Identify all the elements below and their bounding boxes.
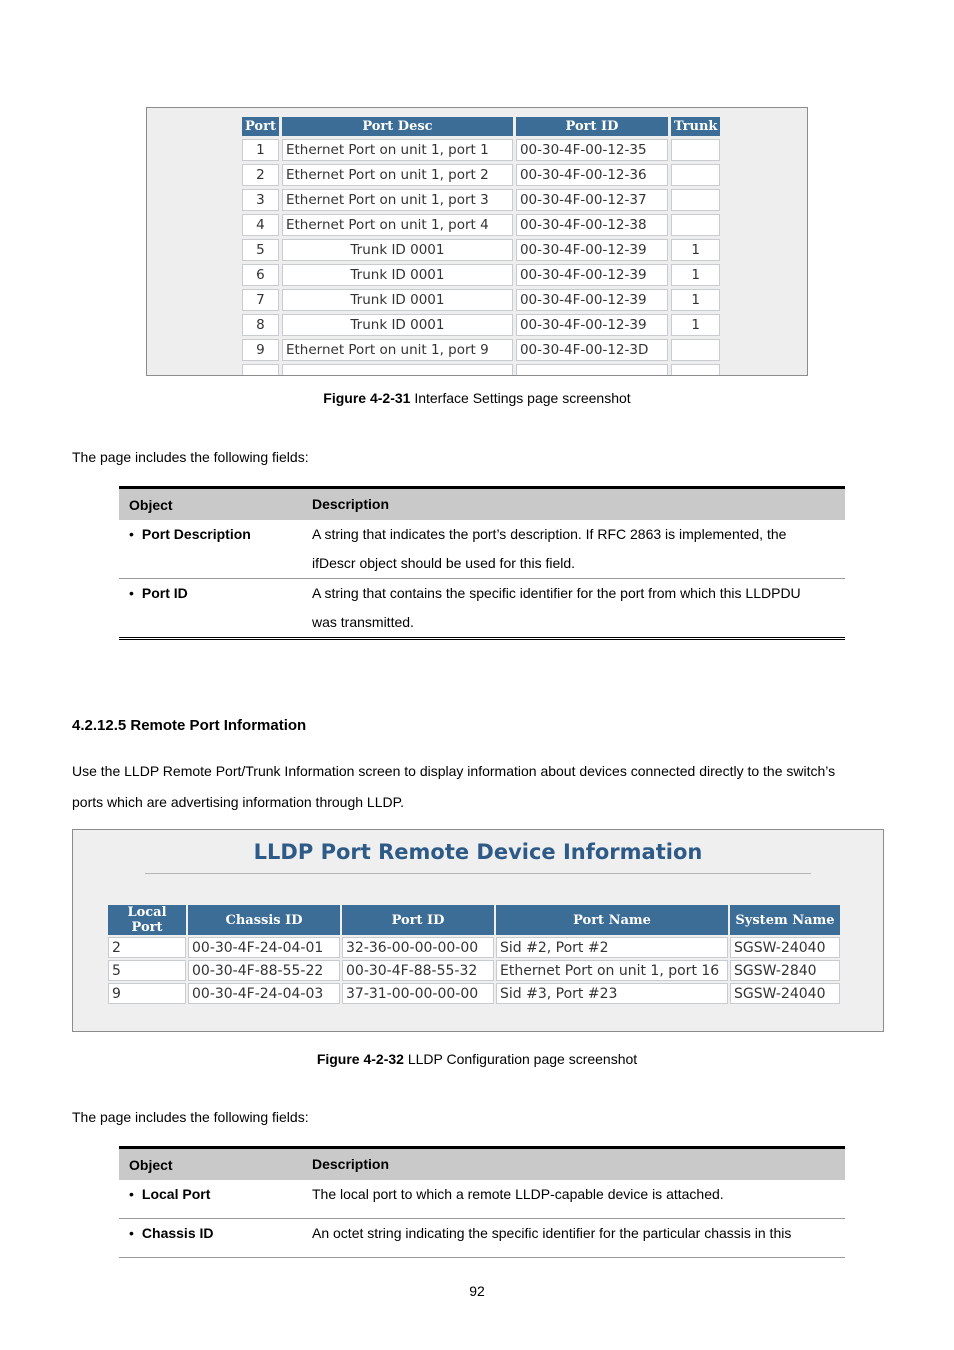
- cell-empty: [282, 364, 513, 376]
- table-row: [242, 189, 720, 211]
- cell-port-desc: Ethernet Port on unit 1, port 3: [282, 189, 513, 211]
- cell-port-desc: Trunk ID 0001: [282, 264, 513, 286]
- cell-trunk: 1: [671, 264, 721, 286]
- table-row: [119, 520, 845, 579]
- table-header: [119, 1146, 845, 1180]
- cell-port-id: 00-30-4F-00-12-3D: [516, 339, 668, 361]
- interface-settings-screenshot: [146, 107, 808, 376]
- cell-port-id: 00-30-4F-00-12-35: [516, 139, 668, 161]
- screenshot-title: LLDP Port Remote Device Information: [253, 840, 703, 864]
- cell-system-name: SGSW-24040: [730, 983, 840, 1004]
- cell-local-port: 9: [108, 983, 186, 1004]
- object-cell: [119, 1180, 312, 1218]
- column-header-chassis-id: Chassis ID: [188, 905, 340, 935]
- remote-device-table: [106, 903, 842, 1006]
- paragraph-line: ports which are advertising information through LLDP.: [72, 794, 405, 810]
- column-header-trunk: Trunk: [671, 117, 721, 136]
- cell-trunk: [671, 139, 721, 161]
- table-row: [119, 579, 845, 640]
- cell-system-name: SGSW-2840: [730, 960, 840, 981]
- cell-empty: [671, 364, 721, 376]
- table-row: [108, 983, 840, 1004]
- object-name: Chassis ID: [141, 1225, 214, 1241]
- lldp-remote-device-screenshot: [72, 829, 884, 1032]
- table-row: [242, 289, 720, 311]
- description-cell: [312, 579, 845, 637]
- cell-empty: [242, 364, 279, 376]
- paragraph-line: Use the LLDP Remote Port/Trunk Information screen to display information about devices connected directly to the switch’s: [72, 763, 836, 779]
- cell-port-id: 00-30-4F-00-12-37: [516, 189, 668, 211]
- cell-port-desc: Ethernet Port on unit 1, port 9: [282, 339, 513, 361]
- cell-chassis-id: 00-30-4F-24-04-03: [188, 983, 340, 1004]
- cell-trunk: 1: [671, 239, 721, 261]
- cell-trunk: 1: [671, 289, 721, 311]
- column-header-local-port: Local Port: [108, 905, 186, 935]
- description-line: An octet string indicating the specific identifier for the particular chassis in this: [312, 1225, 792, 1241]
- cell-port-id: 37-31-00-00-00-00: [342, 983, 494, 1004]
- cell-port-desc: Trunk ID 0001: [282, 239, 513, 261]
- table-header: [119, 486, 845, 520]
- description-line: A string that indicates the port’s description. If RFC 2863 is implemented, the: [312, 526, 787, 542]
- cell-empty: [516, 364, 668, 376]
- object-name: Port Description: [141, 526, 251, 542]
- cell-port-desc: Ethernet Port on unit 1, port 1: [282, 139, 513, 161]
- cell-port-name: Ethernet Port on unit 1, port 16: [496, 960, 728, 981]
- cell-chassis-id: 00-30-4F-88-55-22: [188, 960, 340, 981]
- cell-system-name: SGSW-24040: [730, 937, 840, 958]
- header-description: Description: [312, 496, 390, 512]
- figure-caption-1: [0, 390, 954, 406]
- page-number: 92: [469, 1283, 485, 1299]
- cell-port-desc: Ethernet Port on unit 1, port 2: [282, 164, 513, 186]
- object-name: Local Port: [141, 1186, 211, 1202]
- table-row: [108, 960, 840, 981]
- cell-port-id: 00-30-4F-00-12-39: [516, 289, 668, 311]
- port-table-header: [242, 117, 720, 136]
- table-row: [119, 1219, 845, 1258]
- table-row: [119, 1180, 845, 1219]
- bullet-icon: [129, 585, 142, 601]
- cell-local-port: 5: [108, 960, 186, 981]
- column-header-port-id: Port ID: [342, 905, 494, 935]
- cell-port-name: Sid #2, Port #2: [496, 937, 728, 958]
- table-row: [242, 139, 720, 161]
- cell-port: 1: [242, 139, 279, 161]
- description-line: was transmitted.: [312, 614, 414, 630]
- description-line: The local port to which a remote LLDP-capable device is attached.: [312, 1186, 724, 1202]
- remote-table-header: [108, 905, 840, 935]
- cell-port-desc: Ethernet Port on unit 1, port 4: [282, 214, 513, 236]
- section-heading: 4.2.12.5 Remote Port Information: [72, 717, 307, 734]
- cell-port-id: 00-30-4F-00-12-36: [516, 164, 668, 186]
- cell-port: 3: [242, 189, 279, 211]
- table-row: [242, 214, 720, 236]
- table-row-cut: [242, 364, 720, 376]
- cell-port: 2: [242, 164, 279, 186]
- cell-port-id: 00-30-4F-00-12-39: [516, 314, 668, 336]
- bullet-icon: [129, 1225, 142, 1241]
- cell-port: 9: [242, 339, 279, 361]
- column-header-port-name: Port Name: [496, 905, 728, 935]
- cell-trunk: [671, 339, 721, 361]
- figure-label: Figure 4-2-31: [323, 390, 411, 406]
- cell-port-name: Sid #3, Port #23: [496, 983, 728, 1004]
- section-paragraph: [72, 756, 892, 818]
- cell-port: 6: [242, 264, 279, 286]
- bullet-icon: [129, 1186, 142, 1202]
- cell-port: 7: [242, 289, 279, 311]
- description-line: A string that contains the specific identifier for the port from which this LLDPDU: [312, 585, 801, 601]
- column-header-port-desc: Port Desc: [282, 117, 513, 136]
- figure-caption-2: [0, 1051, 954, 1067]
- cell-port-id: 32-36-00-00-00-00: [342, 937, 494, 958]
- header-object: Object: [129, 496, 173, 513]
- title-divider: [145, 873, 811, 874]
- cell-port-id: 00-30-4F-00-12-38: [516, 214, 668, 236]
- table-row: [242, 164, 720, 186]
- figure-caption-text: LLDP Configuration page screenshot: [403, 1051, 638, 1067]
- table-row: [108, 937, 840, 958]
- description-cell: [312, 1219, 845, 1257]
- cell-chassis-id: 00-30-4F-24-04-01: [188, 937, 340, 958]
- intro-text: The page includes the following fields:: [72, 449, 309, 465]
- cell-port-desc: Trunk ID 0001: [282, 314, 513, 336]
- description-cell: [312, 1180, 845, 1218]
- table-row: [242, 314, 720, 336]
- port-table: [239, 114, 723, 376]
- cell-port-id: 00-30-4F-00-12-39: [516, 239, 668, 261]
- cell-trunk: [671, 214, 721, 236]
- cell-port-desc: Trunk ID 0001: [282, 289, 513, 311]
- column-header-port: Port: [242, 117, 279, 136]
- table-row: [242, 239, 720, 261]
- cell-port-id: 00-30-4F-00-12-39: [516, 264, 668, 286]
- figure-label: Figure 4-2-32: [316, 1051, 404, 1067]
- description-cell: [312, 520, 845, 578]
- intro-text: The page includes the following fields:: [72, 1109, 309, 1125]
- cell-trunk: [671, 189, 721, 211]
- table-row: [242, 264, 720, 286]
- fields-table-1: [119, 486, 845, 640]
- cell-local-port: 2: [108, 937, 186, 958]
- description-line: ifDescr object should be used for this field.: [312, 555, 576, 571]
- table-row: [242, 339, 720, 361]
- object-cell: [119, 520, 312, 578]
- cell-port: 4: [242, 214, 279, 236]
- header-description: Description: [312, 1156, 390, 1172]
- column-header-system-name: System Name: [730, 905, 840, 935]
- cell-trunk: 1: [671, 314, 721, 336]
- cell-port: 5: [242, 239, 279, 261]
- column-header-port-id: Port ID: [516, 117, 668, 136]
- object-cell: [119, 579, 312, 637]
- object-name: Port ID: [141, 585, 188, 601]
- cell-port: 8: [242, 314, 279, 336]
- header-object: Object: [129, 1156, 173, 1173]
- cell-trunk: [671, 164, 721, 186]
- bullet-icon: [129, 526, 142, 542]
- fields-table-2: [119, 1146, 845, 1258]
- object-cell: [119, 1219, 312, 1257]
- figure-caption-text: Interface Settings page screenshot: [410, 390, 631, 406]
- cell-port-id: 00-30-4F-88-55-32: [342, 960, 494, 981]
